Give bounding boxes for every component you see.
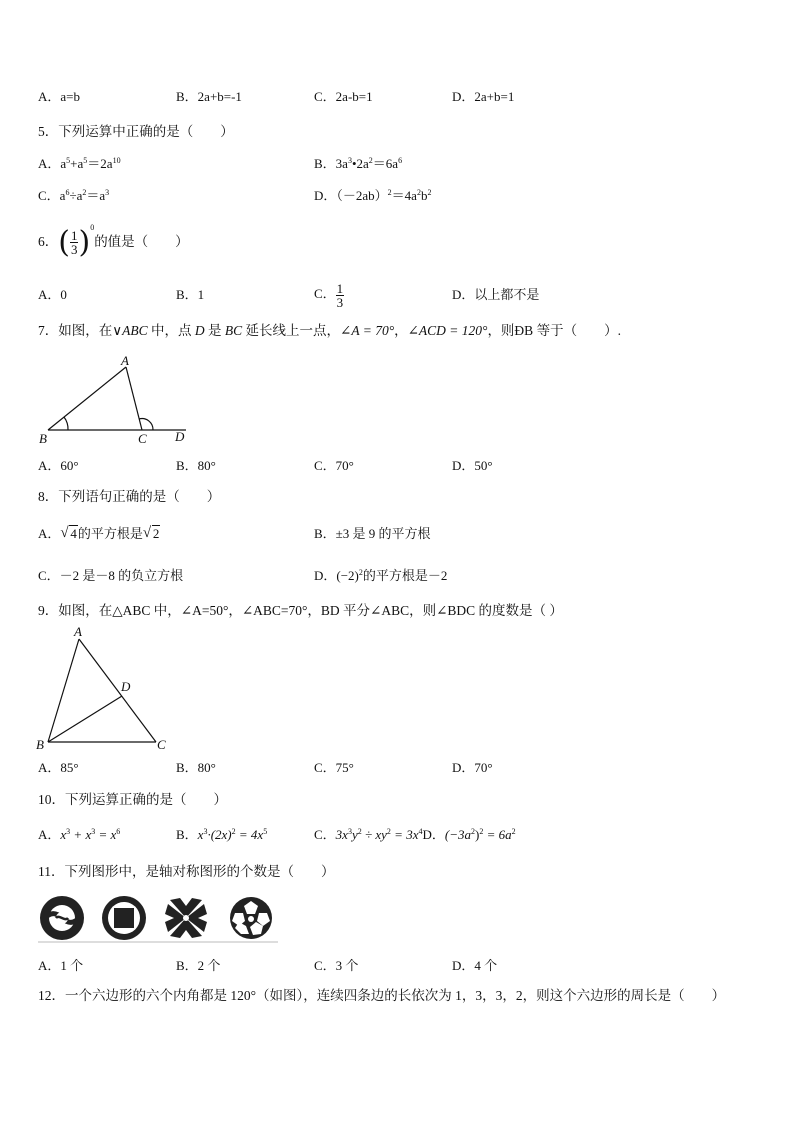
q7-line-ba xyxy=(48,367,126,430)
q6-stem: 6．( $\frac{1}{3}$ )$^0$的值是（ ） xyxy=(38,223,189,260)
q9-label-c: C xyxy=(157,737,166,752)
q9-option-c: C．75° xyxy=(314,760,354,775)
q9-stem: 9．如图，在△ABC 中，∠A=50°，∠ABC=70°，BD 平分∠ABC，则∠BDC 的度数是（ ） xyxy=(38,603,563,618)
q5-stem: 5．下列运算中正确的是（ ） xyxy=(38,124,234,139)
q7-label-b: B xyxy=(39,431,47,446)
q5-option-a: A．$a^5+a^5=2a^{10}$ xyxy=(38,156,121,171)
q9-triangle-figure xyxy=(34,625,174,755)
q8-sqrt-4: √ 4 xyxy=(60,526,78,542)
q6-fraction: $\frac{1}{3}$ xyxy=(70,228,78,258)
q8-stem: 8．下列语句正确的是（ ） xyxy=(38,489,221,504)
q7-stem: 7．如图，在∨ABC 中，点 D 是 BC 延长线上一点，∠A = 70°，∠ACD = 120°，则ÐB 等于（ ）. xyxy=(38,323,621,338)
q9-label-b: B xyxy=(36,737,44,752)
q11-figure-coin-icon xyxy=(102,896,146,940)
q7-label-d: D xyxy=(175,429,185,444)
q11-option-d: D．4 个 xyxy=(452,958,498,973)
q7-option-d: D．50° xyxy=(452,458,493,473)
q4-option-a: A．a=b xyxy=(38,89,80,104)
q11-figures xyxy=(38,892,278,944)
q11-option-a: A．1 个 xyxy=(38,958,84,973)
q6-option-b: B．1 xyxy=(176,287,205,302)
q6-left-paren: ( xyxy=(58,224,70,260)
q9-label-a: A xyxy=(74,625,82,639)
q9-option-b: B．80° xyxy=(176,760,216,775)
q9-option-a: A．85° xyxy=(38,760,79,775)
q10-option-c: C．$3x^3y^2 \div xy^2 = 3x^4D$．$(-3a^2)^2 = 6a^2$ xyxy=(314,827,516,842)
q11-figure-swirl-icon xyxy=(40,896,84,940)
q7-angle-b-arc xyxy=(64,417,68,430)
q11-option-b: B．2 个 xyxy=(176,958,221,973)
q5-option-c: C．$a^6\div a^2=a^3$ xyxy=(38,188,110,203)
q11-option-c: C．3 个 xyxy=(314,958,359,973)
q12-stem: 12．一个六边形的六个内角都是 120°（如图），连续四条边的长依次为 1，3，3，2，则这个六边形的周长是（ ） xyxy=(38,988,726,1003)
q10-option-b: B．$x^3\cdot(2x)^2 = 4x^5$ xyxy=(176,827,268,842)
q6-right-paren: ) xyxy=(78,224,91,260)
q11-figure-knot-icon xyxy=(165,898,207,938)
q11-figure-flower-icon xyxy=(230,897,272,939)
q4-option-b: B．2a+b=-1 xyxy=(176,89,242,104)
q6-option-c-fraction: $\frac{1}{3}$ xyxy=(336,280,344,310)
q6-option-c: C． $\frac{1}{3}$ xyxy=(314,280,344,310)
q8-option-b: B．±3 是 9 的平方根 xyxy=(314,526,431,541)
q7-option-c: C．70° xyxy=(314,458,354,473)
q8-option-d: D．$(-2)^2$的平方根是－2 xyxy=(314,568,448,583)
q9-option-d: D．70° xyxy=(452,760,493,775)
q11-stem: 11．下列图形中，是轴对称图形的个数是（ ） xyxy=(38,864,335,879)
q7-option-a: A．60° xyxy=(38,458,79,473)
q8-option-a: A．√ 4的平方根是√ 2 xyxy=(38,526,160,542)
q7-option-b: B．80° xyxy=(176,458,216,473)
q9-line-ab xyxy=(48,639,79,742)
q5-option-b: B．$3a^3•2a^2=6a^6$ xyxy=(314,156,403,171)
q4-option-c: C．2a-b=1 xyxy=(314,89,373,104)
q4-option-d: D．2a+b=1 xyxy=(452,89,515,104)
q7-line-ac xyxy=(126,367,142,430)
q9-label-d: D xyxy=(121,679,131,694)
q7-label-c: C xyxy=(138,431,147,446)
q10-option-a: A．$x^3 + x^3 = x^6$ xyxy=(38,827,121,842)
q6-option-d: D．以上都不是 xyxy=(452,287,540,302)
q9-line-bd xyxy=(48,696,122,742)
q7-label-a: A xyxy=(121,355,129,368)
q7-triangle-figure xyxy=(36,355,196,447)
q5-option-d: D．$(-2ab)^2=4a^2b^2$ xyxy=(314,188,432,203)
q6-option-a: A．0 xyxy=(38,287,67,302)
q10-stem: 10．下列运算正确的是（ ） xyxy=(38,792,227,807)
q8-option-c: C．－2 是－8 的负立方根 xyxy=(38,568,184,583)
q10-option-d: D．$(-3a^2)^2 = 6a^2$ xyxy=(422,827,516,842)
q9-line-ac xyxy=(79,639,156,742)
q8-sqrt-2: √ 2 xyxy=(143,526,161,542)
